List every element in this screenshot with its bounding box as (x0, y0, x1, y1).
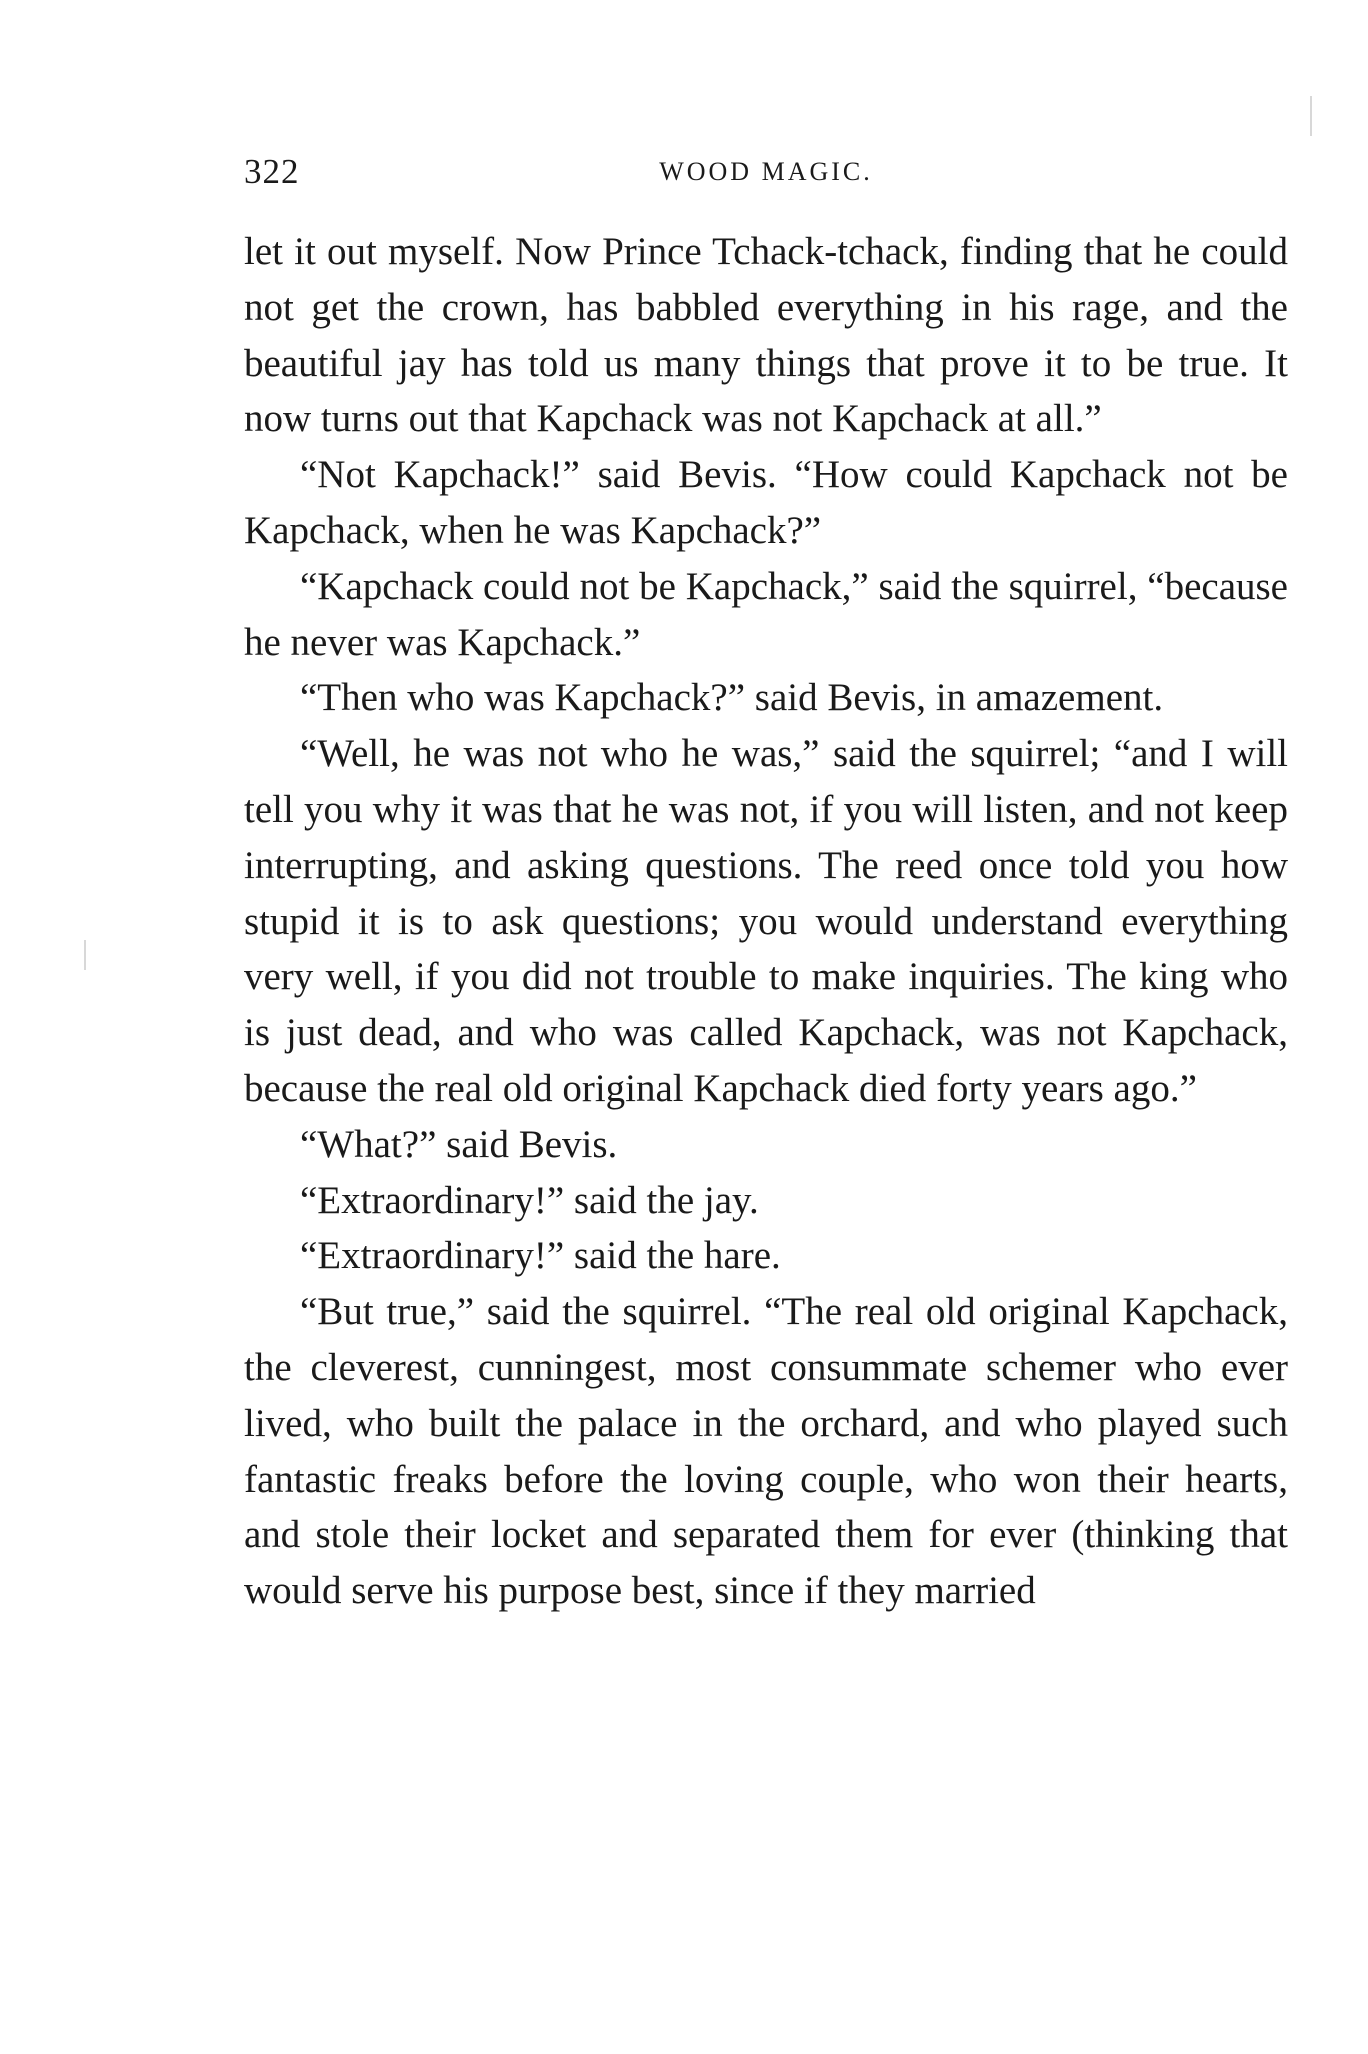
paragraph: “Well, he was not who he was,” said the squirrel; “and I will tell you why it was that he was not, if you will listen, and not keep interrupting, and asking questions. The reed once told you how stupid it is to ask questions; you would understand everything very well, if you did not trouble to make inquiries. The king who is just dead, and who was called Kapchack, was not Kapchack, because the real old original Kapchack died forty years ago.” (244, 732, 1288, 1110)
running-title: WOOD MAGIC. (659, 157, 873, 186)
paragraph: “Extraordinary!” said the jay. (300, 1178, 759, 1222)
paragraph: “But true,” said the squirrel. “The real old original Kapchack, the cleverest, cunningest, most consummate schemer who ever lived, who built the palace in the orchard, and who played such fantastic freaks before the loving couple, who won their hearts, and stole their locket and separated them for ever (thinking that would serve his purpose best, since if they married (244, 1290, 1288, 1613)
paragraph: “Extraordinary!” said the hare. (300, 1234, 781, 1278)
paper-mark (1310, 96, 1312, 136)
paper-mark (84, 940, 86, 970)
paragraph: “Kapchack could not be Kapchack,” said the squirrel, “because he never was Kapchack.” (244, 564, 1288, 664)
page-number: 322 (244, 152, 300, 191)
body-text (244, 224, 1288, 1619)
paragraph: “Then who was Kapchack?” said Bevis, in amazement. (300, 676, 1164, 720)
paragraph: “Not Kapchack!” said Bevis. “How could Kapchack not be Kapchack, when he was Kapchack?” (244, 453, 1288, 552)
paragraph: “What?” said Bevis. (300, 1122, 618, 1166)
page-header (244, 148, 1288, 196)
paragraph: let it out myself. Now Prince Tchack-tchack, finding that he could not get the crown, has babbled everything in his rage, and the beautiful jay has told us many things that prove it to be true. It now turns out that Kapchack was not Kapchack at all.” (244, 230, 1288, 441)
